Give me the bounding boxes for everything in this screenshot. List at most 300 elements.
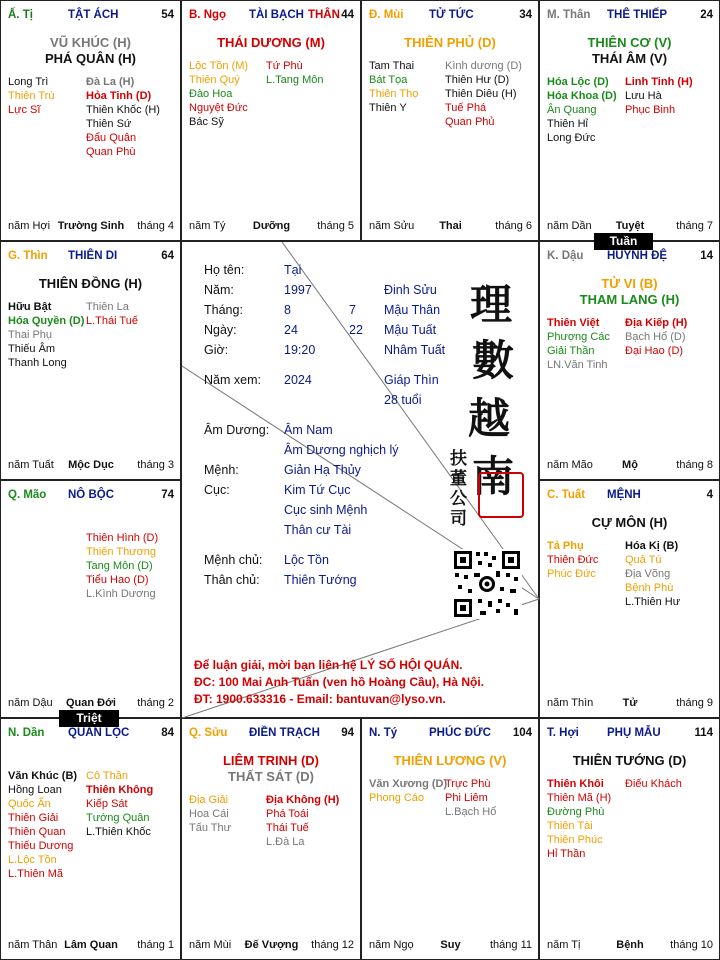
minor-star: Cô Thần (86, 770, 128, 782)
minor-star: Phá Toái (266, 808, 309, 820)
palace-header (547, 727, 713, 743)
main-stars (362, 35, 538, 51)
footer-phase: Bệnh (616, 939, 644, 951)
minor-stars-right (445, 59, 522, 129)
minor-stars-left (547, 316, 610, 372)
main-stars (362, 753, 538, 769)
minor-stars-right (625, 316, 687, 358)
minor-stars-left (8, 300, 84, 370)
main-star: THIÊN CƠ (V) (587, 35, 672, 50)
footer-year: năm Hợi (8, 220, 51, 232)
cuc-value: Kim Tứ Cục (284, 483, 351, 497)
palace-name (249, 9, 340, 21)
palace-header (8, 727, 174, 743)
footer-phase: Quan Đới (66, 697, 116, 709)
palace-header (547, 250, 713, 266)
palace-cell-dan (0, 718, 181, 960)
amduong-note: Âm Dương nghịch lý (284, 443, 399, 457)
main-stars (540, 276, 719, 308)
palace-branch: Q. Sửu (189, 727, 228, 739)
palace-number: 94 (341, 727, 354, 739)
main-stars (1, 276, 180, 292)
palace-name-text: HUYNH ĐỆ (607, 250, 668, 262)
palace-name (68, 727, 129, 739)
palace-branch: T. Hợi (547, 727, 579, 739)
palace-name (68, 489, 114, 501)
palace-branch: N. Tý (369, 727, 398, 739)
minor-star: Ân Quang (547, 104, 597, 116)
contact-address: ĐC: 100 Mai Anh Tuấn (ven hồ Hoàng Cầu), Hà Nội. (194, 675, 485, 689)
main-star: THÁI DƯƠNG (M) (217, 35, 325, 50)
minor-star: Long Trì (8, 76, 49, 88)
minor-star: Thiên Phúc (547, 834, 603, 846)
small-char-2: 董 (450, 469, 467, 489)
footer-year: năm Tị (547, 939, 581, 951)
minor-star: Thiếu Dương (8, 840, 74, 852)
minor-star: Bạch Hổ (D) (625, 331, 686, 343)
minor-star: Thiên Không (86, 784, 154, 796)
thanchu-value: Thiên Tướng (284, 573, 357, 587)
minor-stars-left (189, 59, 248, 129)
minor-stars-left (547, 539, 598, 581)
main-star: THÁI ÂM (V) (591, 51, 668, 66)
palace-number: 14 (700, 250, 713, 262)
palace-number: 114 (694, 727, 713, 739)
view-year-can: Giáp Thìn (384, 373, 439, 387)
minor-star: Tuế Phá (445, 102, 487, 114)
minor-star: Tiểu Hao (D) (86, 574, 149, 586)
footer-month: tháng 7 (676, 220, 713, 232)
hour-value: 19:20 (284, 343, 316, 357)
small-char-3: 公 (450, 489, 467, 509)
palace-name-text: THIÊN DI (68, 250, 118, 262)
main-stars (182, 35, 360, 51)
main-star: LIÊM TRINH (D) (222, 753, 320, 768)
minor-star: Thiên Khốc (H) (86, 104, 160, 116)
main-star: THẤT SÁT (D) (228, 769, 314, 784)
palace-cell-mao (0, 480, 181, 718)
minor-stars-left (369, 777, 447, 805)
minor-star: Hóa Kị (B) (625, 540, 679, 552)
main-star: THIÊN TƯỚNG (D) (572, 753, 687, 768)
palace-number: 24 (700, 9, 713, 21)
palace-name-text: QUAN LỘC (68, 727, 130, 739)
minor-stars-right (86, 769, 153, 839)
minor-star: Hỏa Tinh (D) (86, 90, 152, 102)
palace-footer (8, 459, 174, 473)
footer-year: năm Mão (547, 459, 593, 471)
palace-number: 44 (341, 9, 354, 21)
palace-number: 74 (161, 489, 174, 501)
palace-footer (8, 220, 174, 234)
minor-stars-left (8, 75, 54, 117)
small-char-4: 司 (450, 509, 467, 529)
minor-star: Thiên Thọ (369, 88, 419, 100)
footer-phase: Thai (439, 220, 462, 232)
palace-branch: Q. Mão (8, 489, 47, 501)
small-char-1: 扶 (450, 449, 467, 469)
palace-header (189, 9, 354, 25)
palace-name-text: PHỤ MẪU (607, 727, 661, 739)
minor-star: Thiên Hình (D) (86, 532, 159, 544)
minor-star: Tướng Quân (86, 812, 150, 824)
menh-label: Mệnh: (204, 463, 239, 477)
main-star: THAM LANG (H) (579, 292, 680, 307)
footer-year: năm Sửu (369, 220, 415, 232)
contact-phone-email[interactable]: ĐT: 1900.633316 - Email: bantuvan@lyso.vn. (194, 692, 446, 706)
minor-star: Tả Phụ (547, 540, 584, 552)
minor-star: Thiếu Âm (8, 343, 56, 355)
palace-cell-than (539, 0, 720, 241)
footer-phase: Đế Vượng (244, 939, 299, 951)
minor-star: Đại Hao (D) (625, 345, 684, 357)
palace-name (429, 9, 474, 21)
minor-star: Kình dương (D) (445, 60, 522, 72)
palace-footer (8, 697, 174, 711)
month-value: 8 (284, 303, 291, 317)
minor-star: Thiên Hỉ (547, 118, 588, 130)
minor-stars-right (266, 793, 339, 849)
minor-stars-left (189, 793, 231, 835)
palace-footer (547, 459, 713, 473)
minor-star: L.Kình Dương (86, 588, 156, 600)
minor-star: Thiên Diêu (H) (445, 88, 517, 100)
palace-cell-thin (0, 241, 181, 480)
footer-year: năm Dậu (8, 697, 53, 709)
view-year-label: Năm xem: (204, 373, 261, 387)
minor-star: Quan Phủ (445, 116, 495, 128)
minor-star: Hỉ Thần (547, 848, 586, 860)
palace-footer (8, 939, 174, 953)
minor-stars-right (86, 75, 160, 159)
calligraphy-char-4: 南 (472, 452, 515, 501)
thanchu-label: Thân chủ: (204, 573, 260, 587)
footer-month: tháng 11 (489, 939, 532, 951)
palace-number: 104 (512, 727, 532, 739)
palace-footer (369, 220, 532, 234)
minor-star: L.Tang Môn (266, 74, 324, 86)
palace-header (369, 9, 532, 25)
minor-star: Thiên Đức (547, 554, 599, 566)
minor-star: Thiên Tài (547, 820, 593, 832)
footer-month: tháng 12 (311, 939, 354, 951)
minor-star: Địa Giải (189, 794, 229, 806)
name-value: Tại (284, 263, 302, 277)
main-star: TỬ VI (B) (601, 276, 658, 291)
main-stars (540, 515, 719, 531)
minor-star: Điếu Khách (625, 778, 682, 790)
palace-name-text: TỬ TỨC (429, 9, 474, 21)
minor-star: Phong Cáo (369, 792, 425, 804)
amduong-label: Âm Dương: (204, 423, 270, 437)
footer-phase: Mộ (622, 459, 638, 471)
minor-star: Long Đức (547, 132, 596, 144)
minor-star: Đường Phù (547, 806, 605, 818)
minor-star: Đào Hoa (189, 88, 233, 100)
palace-cell-mui (361, 0, 539, 241)
minor-star: Thai Phụ (8, 329, 53, 341)
minor-star: Quả Tú (625, 554, 662, 566)
palace-header (547, 9, 713, 25)
palace-footer (547, 939, 713, 953)
red-seal (478, 472, 524, 518)
palace-cell-ti (0, 0, 181, 241)
minor-star: Quốc Ấn (8, 798, 51, 810)
footer-month: tháng 1 (137, 939, 174, 951)
cuc-note: Cục sinh Mệnh (284, 503, 368, 517)
palace-name-text: TÀI BẠCH (249, 9, 304, 21)
minor-star: Thiên Giải (8, 812, 59, 824)
minor-star: Thiên Trù (8, 90, 55, 102)
footer-year: năm Thân (8, 939, 58, 951)
palace-branch: M. Thân (547, 9, 591, 21)
footer-phase: Dưỡng (252, 220, 291, 232)
palace-header (8, 9, 174, 25)
palace-name (429, 727, 491, 739)
year-label: Năm: (204, 283, 234, 297)
minor-star: Văn Xương (D) (369, 778, 448, 790)
triet-marker: Triệt (59, 710, 119, 727)
minor-star: Địa Võng (625, 568, 671, 580)
minor-star: Tam Thai (369, 60, 415, 72)
footer-year: năm Thìn (547, 697, 594, 709)
minor-star: Hữu Bật (8, 301, 52, 313)
minor-star: Quan Phù (86, 146, 136, 158)
calligraphy-char-3: 越 (468, 394, 511, 443)
palace-name-text: NÔ BỘC (68, 489, 114, 501)
minor-star: Bác Sỹ (189, 116, 224, 128)
palace-cell-dau (539, 241, 720, 480)
minor-stars-right (86, 531, 158, 601)
palace-number: 4 (706, 489, 713, 501)
footer-phase: Tử (622, 697, 638, 709)
minor-star: Phúc Đức (547, 568, 596, 580)
minor-stars-right (625, 539, 680, 609)
center-info-panel (181, 241, 539, 718)
minor-star: Lực Sĩ (8, 104, 41, 116)
minor-star: Thiên Quan (8, 826, 66, 838)
minor-star: L.Thiên Khốc (86, 826, 151, 838)
palace-name (607, 9, 667, 21)
main-stars (1, 35, 180, 67)
age-value: 28 tuổi (384, 393, 422, 407)
minor-star: Phi Liêm (445, 792, 488, 804)
palace-footer (547, 697, 713, 711)
footer-month: tháng 8 (676, 459, 713, 471)
minor-star: Tang Môn (D) (86, 560, 153, 572)
tuan-marker: Tuần (594, 233, 653, 250)
day-lunar: 22 (349, 323, 363, 337)
footer-month: tháng 10 (670, 939, 713, 951)
cuc-label: Cục: (204, 483, 230, 497)
palace-name (607, 727, 661, 739)
minor-stars-right (86, 300, 138, 328)
palace-footer (369, 939, 532, 953)
than-cu: Thân cư Tài (284, 523, 352, 537)
minor-star: Hồng Loan (8, 784, 62, 796)
minor-star: Phục Binh (625, 104, 676, 116)
palace-cell-tuat (539, 480, 720, 718)
palace-branch: Đ. Mùi (369, 9, 404, 21)
minor-star: Linh Tinh (H) (625, 76, 693, 88)
view-year-value: 2024 (284, 373, 312, 387)
minor-star: Thiên Việt (547, 317, 600, 329)
minor-star: L.Lộc Tồn (8, 854, 57, 866)
minor-star: Hoa Cái (189, 808, 229, 820)
main-star: VŨ KHÚC (H) (50, 35, 131, 50)
minor-star: Hóa Khoa (D) (547, 90, 617, 102)
palace-header (189, 727, 354, 743)
main-star: THIÊN PHỦ (D) (404, 35, 496, 50)
palace-header (369, 727, 532, 743)
day-value: 24 (284, 323, 298, 337)
minor-star: Đẩu Quân (86, 132, 137, 144)
minor-star: Tấu Thư (189, 822, 232, 834)
footer-year: năm Dần (547, 220, 592, 232)
palace-header (8, 250, 174, 266)
menhchu-label: Mệnh chủ: (204, 553, 263, 567)
minor-star: Tứ Phù (266, 60, 303, 72)
minor-star: Kiếp Sát (86, 798, 128, 810)
minor-star: Thiên La (86, 301, 129, 313)
minor-stars-left (8, 769, 77, 881)
palace-branch: K. Dậu (547, 250, 584, 262)
main-star: CỰ MÔN (H) (591, 515, 668, 530)
month-can: Mậu Thân (384, 303, 441, 317)
palace-branch: N. Dần (8, 727, 45, 739)
than-marker: THÂN (307, 9, 340, 21)
day-can: Mậu Tuất (384, 323, 437, 337)
palace-name (607, 250, 667, 262)
palace-number: 54 (161, 9, 174, 21)
minor-star: Thiên Thương (86, 546, 157, 558)
main-stars (182, 753, 360, 785)
footer-year: năm Tuất (8, 459, 54, 471)
minor-star: Nguyệt Đức (189, 102, 248, 114)
palace-cell-hoi (539, 718, 720, 960)
main-stars (540, 35, 719, 67)
palace-name (249, 727, 320, 739)
palace-header (547, 489, 713, 505)
footer-month: tháng 5 (317, 220, 354, 232)
qr-code-icon[interactable] (452, 549, 522, 619)
minor-stars-right (266, 59, 323, 87)
palace-branch: B. Ngọ (189, 9, 227, 21)
footer-year: năm Mùi (189, 939, 232, 951)
palace-branch: G. Thìn (8, 250, 48, 262)
minor-star: Thái Tuế (266, 822, 309, 834)
minor-star: Trực Phù (445, 778, 491, 790)
palace-name (68, 250, 117, 262)
month-lunar: 7 (349, 303, 356, 317)
minor-star: Đà La (H) (86, 76, 135, 88)
footer-year: năm Tý (189, 220, 226, 232)
minor-star: Thanh Long (8, 357, 67, 369)
minor-stars-right (625, 75, 693, 117)
hour-label: Giờ: (204, 343, 229, 357)
minor-star: Bệnh Phù (625, 582, 674, 594)
footer-month: tháng 3 (137, 459, 174, 471)
minor-star: Bát Tọa (369, 74, 408, 86)
menhchu-value: Lộc Tồn (284, 553, 329, 567)
menh-value: Giản Hạ Thủy (284, 463, 361, 477)
footer-phase: Mộc Dục (68, 459, 114, 471)
footer-phase: Tuyệt (615, 220, 645, 232)
day-label: Ngày: (204, 323, 237, 337)
minor-star: Địa Không (H) (266, 794, 340, 806)
minor-stars-right (445, 777, 496, 819)
palace-name-text: ĐIỀN TRẠCH (249, 727, 320, 739)
palace-name (607, 489, 641, 501)
minor-star: Hóa Lộc (D) (547, 76, 609, 88)
minor-star: Thiên Hư (D) (445, 74, 510, 86)
minor-star: L.Bạch Hổ (445, 806, 497, 818)
palace-cell-ngo (181, 0, 361, 241)
calligraphy-char-1: 理 (470, 280, 513, 329)
minor-star: Thiên Quý (189, 74, 240, 86)
palace-header (8, 489, 174, 505)
minor-star: LN.Văn Tinh (547, 359, 608, 371)
main-star: THIÊN ĐỒNG (H) (38, 276, 143, 291)
minor-star: Địa Kiếp (H) (625, 317, 688, 329)
palace-name-text: MỆNH (607, 489, 641, 501)
name-label: Họ tên: (204, 263, 245, 277)
minor-star: Văn Khúc (B) (8, 770, 78, 782)
hour-can: Nhâm Tuất (384, 343, 446, 357)
contact-line-1: Để luận giải, mời bạn liên hệ LÝ SỐ HỘI QUÁN. (194, 658, 463, 672)
footer-month: tháng 2 (137, 697, 174, 709)
minor-star: Hóa Quyền (D) (8, 315, 85, 327)
palace-number: 84 (161, 727, 174, 739)
minor-star: Thiên Mã (H) (547, 792, 612, 804)
minor-star: Lộc Tồn (M) (189, 60, 249, 72)
main-star: THIÊN LƯƠNG (V) (393, 753, 507, 768)
main-star: PHÁ QUÂN (H) (45, 51, 136, 66)
minor-star: L.Thái Tuế (86, 315, 138, 327)
year-value: 1997 (284, 283, 312, 297)
palace-name-text: THÊ THIẾP (607, 9, 668, 21)
palace-number: 64 (161, 250, 174, 262)
palace-branch: C. Tuất (547, 489, 586, 501)
minor-star: Thiên Y (369, 102, 407, 114)
palace-footer (189, 939, 354, 953)
footer-phase: Lâm Quan (64, 939, 118, 951)
palace-name (68, 9, 118, 21)
footer-phase: Suy (440, 939, 461, 951)
minor-star: L.Thiên Hư (625, 596, 681, 608)
palace-footer (547, 220, 713, 234)
palace-branch: Ấ. Tị (8, 9, 33, 21)
minor-stars-left (547, 777, 611, 861)
footer-month: tháng 9 (676, 697, 713, 709)
minor-star: L.Thiên Mã (8, 868, 64, 880)
footer-month: tháng 4 (137, 220, 174, 232)
minor-stars-left (369, 59, 418, 115)
footer-phase: Trường Sinh (57, 220, 125, 232)
month-label: Tháng: (204, 303, 243, 317)
minor-star: Thiên Sứ (86, 118, 132, 130)
main-stars (540, 753, 719, 769)
minor-stars-left (547, 75, 617, 145)
palace-name-text: PHÚC ĐỨC (429, 727, 491, 739)
footer-month: tháng 6 (495, 220, 532, 232)
palace-name-text: TẬT ÁCH (68, 9, 119, 21)
minor-star: Lưu Hà (625, 90, 662, 102)
palace-cell-suu (181, 718, 361, 960)
minor-star: Phượng Các (547, 331, 610, 343)
minor-star: Giải Thần (547, 345, 595, 357)
footer-year: năm Ngọ (369, 939, 414, 951)
